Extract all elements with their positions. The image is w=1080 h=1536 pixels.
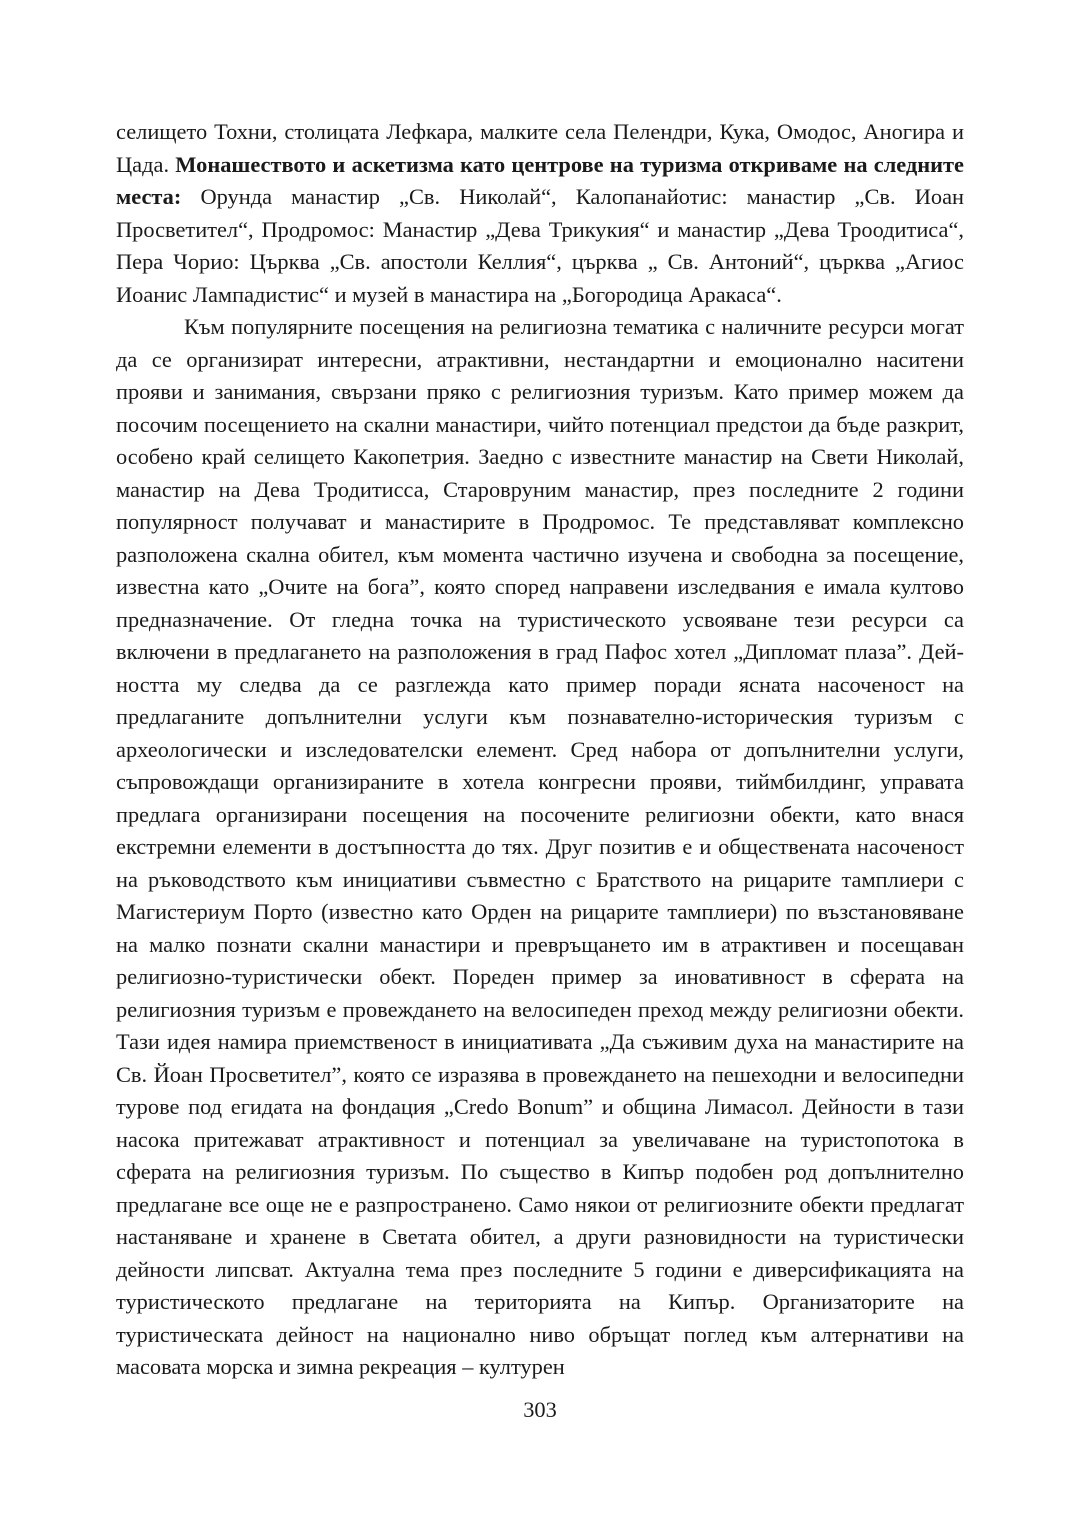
document-page <box>116 116 964 1384</box>
paragraph-2: Към популярните посещения на религиозна тематика с наличните ресурси могат да се организират интересни, атрактивни, нестандартни и емоционално наситени прояви и занимания, свързани пряко с религиозния туризъм. Като пример можем да посочим посещението на скални манастири, чийто потенциал предстои да бъде разкрит, особено край селището Какопетрия. Заедно с известните манастир на Свети Николай, манастир на Дева Тродитисса, Старовруним манастир, през последните 2 години популярност получават и манастирите в Продромос. Те представляват комплексно разположена скална обител, към момента частично изучена и свободна за посещение, известна като „Очите на бога”, която според направени изследвания е имала култово предназначение. От гледна точка на туристическото усвояване тези ресурси са включени в предлагането на разположения в град Пафос хотел „Дипломат плаза”. Дейността му следва да се разглежда като пример поради ясната насоченост на предлаганите допълнителни услуги към познавателно-историческия туризъм с археологически и изследователски елемент. Сред набора от допълнителни услуги, съпровождащи организираните в хотела конгресни прояви, тиймбилдинг, управата предлага организирани посещения на посочените религиозни обекти, като внася екстремни елементи в достъпността до тях. Друг позитив е и обществената насоченост на ръководството към инициативи съвместно с Братството на рицарите тамплиери с Магистериум Порто (известно като Орден на рицарите тамплиери) по възстановяване на малко познати скални манастири и превръщането им в атрактивен и посещаван религиозно-туристически обект. Пореден пример за иновативност в сферата на религиозния туризъм е провеждането на велосипеден преход между религиозни обекти. Тази идея намира приемственост в инициативата „Да съживим духа на манастирите на Св. Йоан Просветител”, която се изразява в провеждането на пешеходни и велосипедни турове под егидата на фондация „Credo Bonum” и община Лимасол. Дейности в тази насока притежават атрактивност и потенциал за увеличаване на туристопотока в сферата на религиозния туризъм. По същество в Кипър подобен род допълнително предлагане все още не е разпространено. Само някои от религиозните обекти предлагат настаняване и хранене в Светата обител, а други разновидности на туристически дейности липсват. Актуална тема през последните 5 години е диверсификацията на туристическото предлагане на територията на Кипър. Организаторите на туристическата дейност на национално ниво обръщат поглед към алтернативи на масовата морска и зимна рекреация – културен <box>116 314 964 1379</box>
paragraph-1-bold-heading: Монашеството и аскетизма като центрове на туризма откриваме на следните места: <box>116 151 964 209</box>
page-number: 303 <box>523 1397 557 1422</box>
paragraph-1-text-before-bold: селището Тохни, столицата Лефкара, малките села Пелендри, Кука, Омодос, Аногира и Цада. <box>116 119 964 177</box>
paragraph-1 <box>116 116 964 311</box>
paragraph-1-text-after-bold: Орунда манастир „Св. Николай“, Калопанайотис: манастир „Св. Иоан Просветител“, Продромос: Манастир „Дева Трикукия“ и манастир „Дева Троодитиса“, Пера Чорио: Църква „Св. апостоли Келлия“, църква „ Св. Антоний“, църква „Агиос Иоанис Лампадистис“ и музей в манастира на „Богородица Аракаса“. <box>116 184 964 307</box>
